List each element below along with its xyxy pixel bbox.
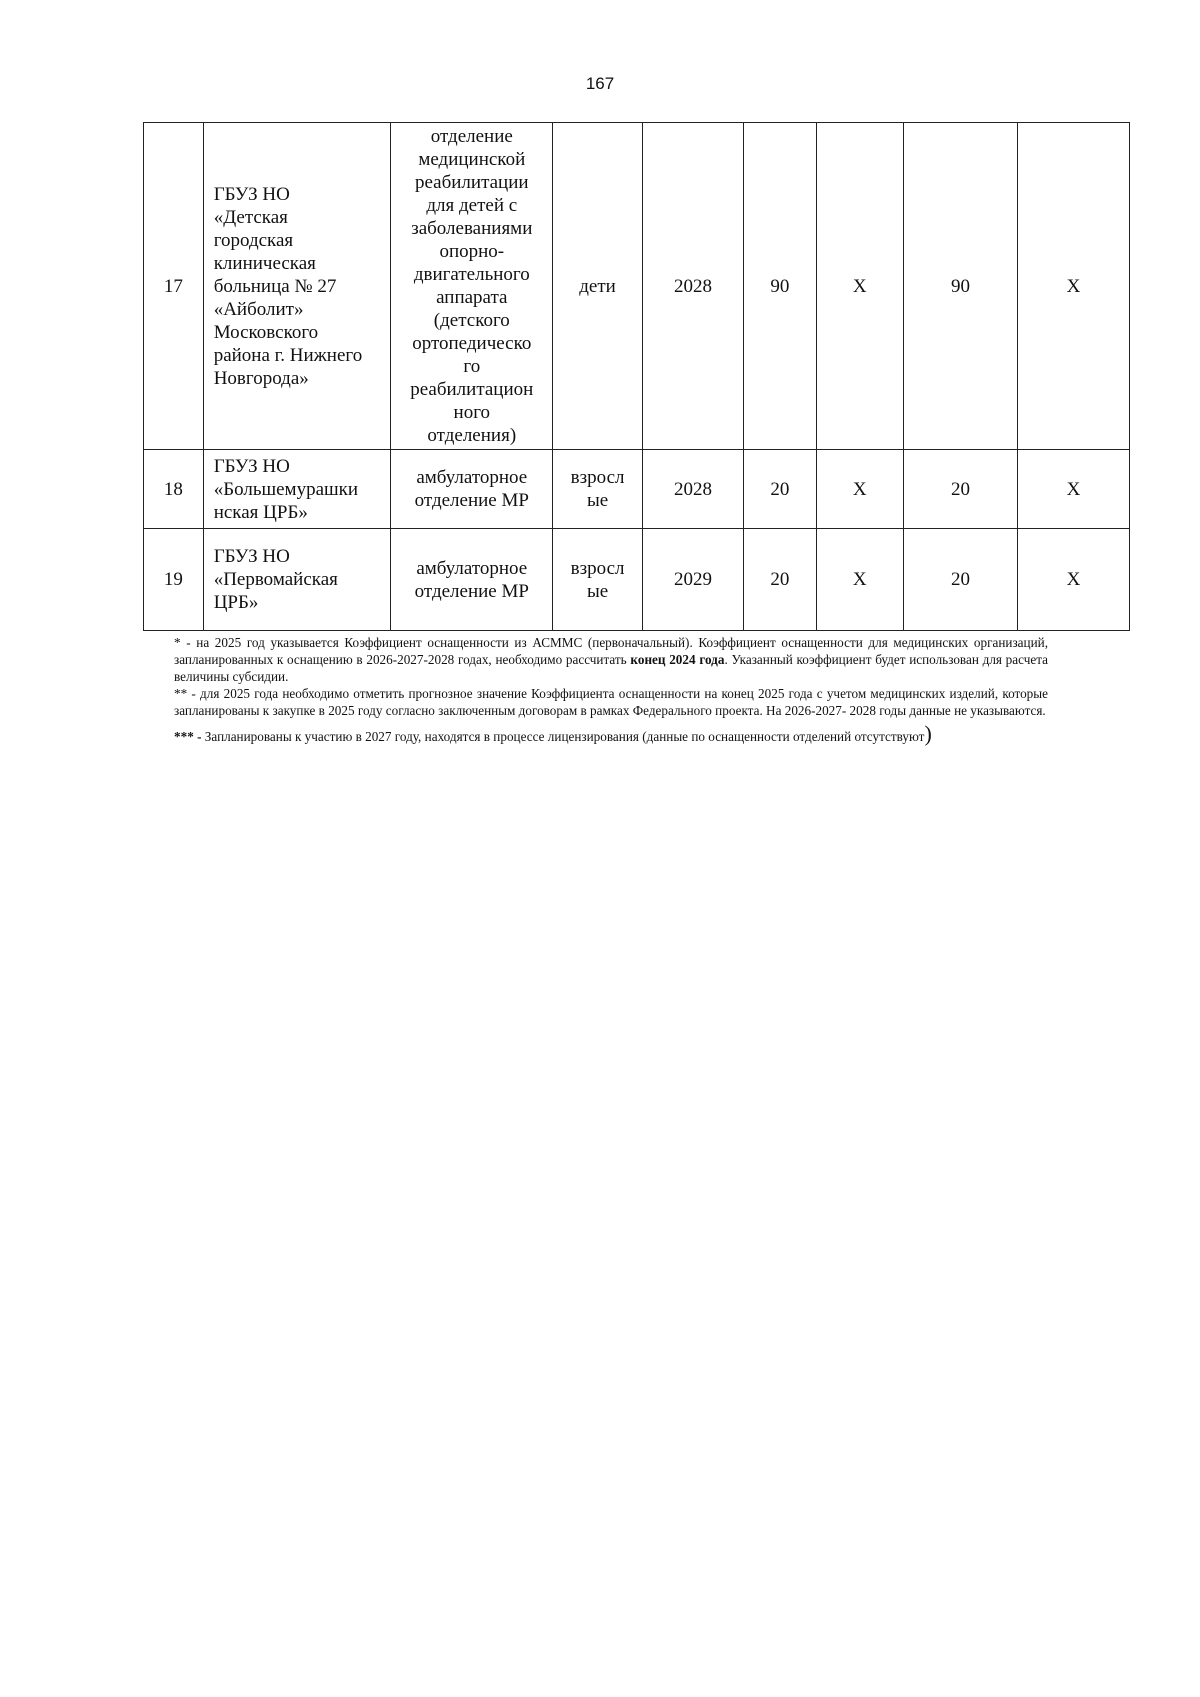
value-cell-3: 20 [903, 450, 1017, 529]
cell-line: ГБУЗ НО [213, 546, 290, 567]
cell-line: ГБУЗ НО [213, 455, 290, 477]
table-row [144, 450, 1130, 529]
value-cell-2: Х [816, 529, 903, 631]
department-cell [391, 123, 553, 450]
cell-line: «Детская [213, 206, 288, 228]
value-cell-4: Х [1018, 123, 1130, 450]
footnote-1-bold: конец 2024 года [630, 652, 725, 667]
footnote-1-text: * - на 2025 год указывается Коэффициент оснащенности из АСММС (первоначальный). Коэффициент оснащенности для медицинских организаций, запланированных к оснащению в 2026-2027-2028 годах, необходимо рассчитать [174, 635, 1048, 667]
value-cell-2: Х [816, 450, 903, 529]
population-cell [553, 123, 643, 450]
cell-line: клиническая [213, 252, 316, 274]
cell-line: реабилитацион [410, 379, 534, 400]
cell-line: ЦРБ» [213, 592, 259, 613]
cell-line: взросл [570, 557, 625, 579]
cell-line: аппарата [436, 287, 508, 308]
cell-line: Новгорода» [213, 367, 309, 389]
cell-line: двигательного [413, 264, 530, 285]
cell-line: отделение [430, 126, 513, 147]
population-cell [553, 450, 643, 529]
year-cell: 2029 [642, 529, 743, 631]
year-cell: 2028 [642, 450, 743, 529]
footnote-3-marker: *** - [174, 729, 205, 744]
row-number: 17 [144, 123, 204, 450]
cell-line: отделение МР [414, 580, 529, 602]
year-cell: 2028 [642, 123, 743, 450]
value-cell-4: Х [1018, 529, 1130, 631]
cell-line: ые [586, 580, 609, 602]
cell-line: го [463, 356, 481, 377]
footnote-2: ** - для 2025 года необходимо отметить прогнозное значение Коэффициента оснащенности на конец 2025 года с учетом медицинских изделий, которые запланированы к закупке в 2025 году согласно заключенным договорам в рамках Федерального проекта. На 2026-2027- 2028 годы данные не указываются. [174, 686, 1048, 718]
cell-line: ые [586, 490, 609, 511]
department-cell [391, 529, 553, 631]
cell-line: взросл [570, 467, 625, 488]
department-cell [391, 450, 553, 529]
cell-line: «Айболит» [213, 298, 304, 320]
cell-line: района г. Нижнего [213, 344, 363, 366]
page-number: 167 [585, 74, 615, 93]
organization-cell [203, 123, 391, 450]
cell-line: ного [453, 402, 491, 423]
row-number: 18 [144, 450, 204, 529]
cell-line: «Большемурашки [213, 478, 359, 500]
value-cell-1: 20 [744, 529, 816, 631]
footnote-1-tail: . Указанный коэффициент будет использован для расчета величины субсидии. [174, 652, 1048, 684]
cell-line: амбулаторное [416, 557, 528, 579]
value-cell-3: 90 [903, 123, 1017, 450]
value-cell-3: 20 [903, 529, 1017, 631]
value-cell-4: Х [1018, 450, 1130, 529]
footnotes [174, 634, 1048, 745]
population-cell [553, 529, 643, 631]
value-cell-2: Х [816, 123, 903, 450]
cell-line: для детей с [426, 195, 518, 216]
cell-line: амбулаторное [416, 467, 528, 488]
cell-line: ортопедическо [412, 333, 532, 354]
cell-line: медицинской [418, 149, 526, 170]
cell-line: (детского [433, 310, 510, 331]
cell-line: отделения) [427, 425, 517, 446]
footnote-3-paren: ) [924, 721, 932, 746]
cell-line: отделение МР [414, 490, 529, 511]
cell-line: ГБУЗ НО [213, 183, 290, 205]
footnote-3 [174, 721, 1048, 746]
table-row [144, 529, 1130, 631]
subsidy-table [143, 122, 1130, 631]
table-row [144, 123, 1130, 450]
organization-cell [203, 450, 391, 529]
cell-line: реабилитации [415, 172, 529, 193]
footnote-3-text: Запланированы к участию в 2027 году, находятся в процессе лицензирования (данные по оснащенности отделений отсутствуют [204, 729, 925, 744]
cell-line: опорно- [439, 241, 505, 262]
row-number: 19 [144, 529, 204, 631]
organization-cell [203, 529, 391, 631]
cell-line: дети [579, 275, 616, 297]
table-body [144, 123, 1130, 631]
cell-line: «Первомайская [213, 569, 338, 590]
cell-line: нская ЦРБ» [213, 501, 308, 523]
footnote-1 [174, 634, 1048, 685]
value-cell-1: 20 [744, 450, 816, 529]
cell-line: заболеваниями [411, 218, 533, 239]
cell-line: Московского [213, 321, 319, 343]
cell-line: городская [213, 229, 294, 251]
cell-line: больница № 27 [213, 275, 337, 297]
value-cell-1: 90 [744, 123, 816, 450]
